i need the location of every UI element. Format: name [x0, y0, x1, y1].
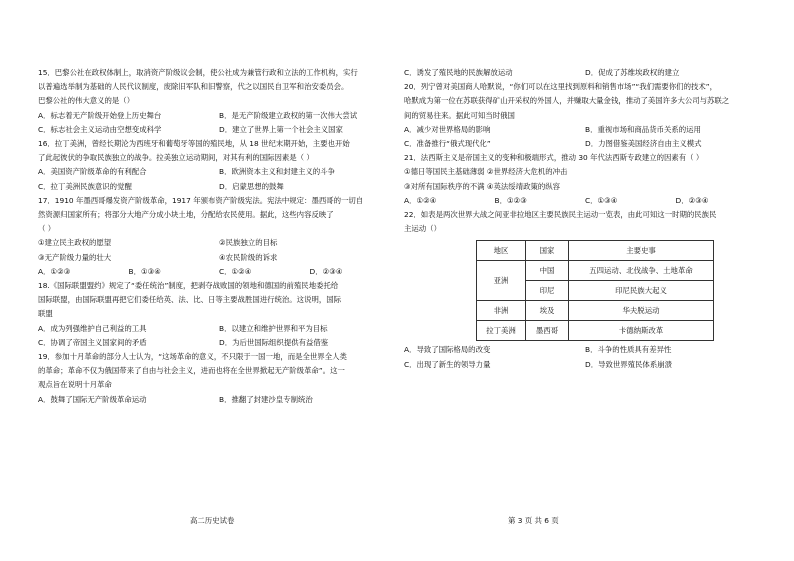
- q21-option-b: B．①②③: [494, 195, 527, 205]
- q16-option-b: B．欧洲资本主义和封建主义的斗争: [219, 167, 335, 177]
- table-cell-event: 卡德纳斯改革: [569, 321, 714, 341]
- q21-option-c: C．①③④: [585, 195, 618, 205]
- q18-option-a: A．成为列强维护自己利益的工具: [38, 323, 147, 333]
- q15-option-d: D．建立了世界上第一个社会主义国家: [219, 124, 343, 134]
- table-header-region: 地区: [477, 241, 526, 261]
- table-cell-country: 中国: [526, 261, 569, 281]
- left-column: [38, 66, 400, 407]
- q20-options-row-2: [404, 137, 766, 151]
- q18-option-b: B．以建立和维护世界和平为目标: [219, 323, 328, 333]
- q22-stem-line-1: 22．如表是两次世界大战之间亚非拉地区主要民族民主运动一览表，由此可知这一时期的民族民: [404, 210, 717, 220]
- q20-option-d: D．力图借鉴美国经济自由主义模式: [585, 139, 702, 149]
- q17-option-d: D．②③④: [309, 266, 343, 276]
- q17-stem-line-2: 然资源归国家所有；将部分大地产分成小块土地，分配给农民使用。据此，这些内容反映了: [38, 210, 334, 220]
- q22-options-row-1: [404, 343, 766, 357]
- footer-page-number: 第 3 页 共 6 页: [508, 516, 559, 525]
- q19-option-b: B．推翻了封建沙皇专制统治: [219, 394, 313, 404]
- q19-options-row-1: [38, 393, 400, 407]
- q17-choice-1: ①建立民主政权的愿望: [38, 238, 112, 248]
- q19-option-d: D．促成了苏维埃政权的建立: [585, 68, 680, 77]
- q22-stem-line-2: 主运动（）: [404, 224, 441, 234]
- q22-option-b: B．斗争的性质具有差异性: [585, 345, 672, 355]
- q19-stem-line-1: 19．参加十月革命的部分人士认为，“这场革命的意义，不只限于一国一地，而是全世界全人类: [38, 352, 347, 362]
- movements-table: [476, 240, 714, 341]
- q17-choice-3: ③无产阶级力量的壮大: [38, 252, 112, 262]
- q16-options-row-2: [38, 180, 400, 194]
- table-row: [477, 301, 714, 321]
- q16-stem-line-1: 16．拉丁美洲，曾经长期沦为西班牙和葡萄牙等国的殖民地，从 18 世纪末期开始，主要也开始: [38, 139, 350, 149]
- q17-choices-row-2: [38, 251, 400, 265]
- table-cell-event: 华夫脱运动: [569, 301, 714, 321]
- q21-stem-line-1: 21．法西斯主义是帝国主义的变种和极端形式，推动 30 年代法西斯专政建立的因素有（ ）: [404, 153, 704, 163]
- q17-option-c: C．①②④: [219, 266, 252, 276]
- q18-options-row-2: [38, 336, 400, 350]
- q18-option-c: C．协调了帝国主义国家间的矛盾: [38, 337, 147, 347]
- q17-option-b: B．①③④: [128, 266, 161, 276]
- q15-option-a: A．标志着无产阶级开始登上历史舞台: [38, 110, 162, 120]
- q20-option-a: A．减少对世界格局的影响: [404, 124, 491, 134]
- q20-option-c: C．准备推行“俄式现代化”: [404, 139, 491, 149]
- footer-exam-title: 高二历史试卷: [190, 516, 235, 525]
- table-header-row: [477, 241, 714, 261]
- q16-options-row-1: [38, 165, 400, 179]
- table-header-country: 国家: [526, 241, 569, 261]
- q16-stem-line-2: 了此起彼伏的争取民族独立的战争。拉美独立运动期间，对其有利的国际因素是（ ）: [38, 153, 314, 163]
- q21-option-d: D．②③④: [675, 195, 709, 205]
- q19-option-a: A．鼓舞了国际无产阶级革命运动: [38, 394, 147, 404]
- q22-options-row-2: [404, 358, 766, 372]
- q19-option-c: C．诱发了殖民地的民族解放运动: [404, 68, 513, 77]
- q17-option-a: A．①②③: [38, 266, 71, 276]
- q20-option-b: B．重视市场和商品货币关系的运用: [585, 124, 701, 134]
- q20-options-row-1: [404, 123, 766, 137]
- q21-answers-row: [404, 194, 766, 208]
- q19-stem-line-3: 观点旨在说明十月革命: [38, 380, 112, 390]
- table-cell-region-africa: 非洲: [477, 301, 526, 321]
- q19-stem-line-2: 的革命；革命不仅为俄国带来了自由与社会主义，进而也将在全世界掀起无产阶级革命”。这一: [38, 366, 345, 376]
- q16-option-c: C．拉丁美洲民族意识的觉醒: [38, 181, 132, 191]
- table-cell-event: 印尼民族大起义: [569, 281, 714, 301]
- q20-stem-line-3: 间的贸易往来。据此可知当时俄国: [404, 110, 515, 120]
- q15-option-c: C．标志社会主义运动由空想变成科学: [38, 124, 162, 134]
- table-cell-country: 墨西哥: [526, 321, 569, 341]
- q18-stem-line-1: 18.《国际联盟盟约》规定了“委任统治”制度，把剥夺战败国的领地和德国的前殖民地委托给: [38, 281, 339, 291]
- q21-choices-line-1: ①德日等国民主基础薄弱 ②世界经济大危机的冲击: [404, 167, 568, 177]
- q17-choice-4: ④农民阶级的诉求: [219, 252, 278, 262]
- q17-answers-row: [38, 265, 400, 279]
- table-cell-country: 埃及: [526, 301, 569, 321]
- table-cell-event: 五四运动、北伐战争、土地革命: [569, 261, 714, 281]
- q15-option-b: B．是无产阶级建立政权的第一次伟大尝试: [219, 110, 358, 120]
- q17-stem-line-1: 17．1910 年墨西哥爆发资产阶级革命，1917 年颁布资产阶级宪法。宪法中规定：墨西哥的一切自: [38, 195, 364, 205]
- table-row: [477, 321, 714, 341]
- right-column: [404, 66, 766, 372]
- q15-options-row-2: [38, 123, 400, 137]
- q17-choice-2: ②民族独立的目标: [219, 238, 278, 248]
- q20-stem-line-2: 哈默成为第一位在苏联获得矿山开采权的外国人，并赚取大量金钱，推动了美国许多大公司与苏联之: [404, 96, 730, 106]
- q15-stem-line-2: 以普遍选举制为基础的人民代议制度，废除旧军队和旧警察，代之以国民自卫军和治安委员会。: [38, 82, 349, 92]
- q15-stem-line-1: 15．巴黎公社在政权体制上，取消资产阶级议会制，使公社成为兼管行政和立法的工作机构，实行: [38, 68, 358, 77]
- q16-option-a: A．美国资产阶级革命的有利配合: [38, 167, 147, 177]
- q20-stem-line-1: 20．列宁曾对美国商人哈默说，“你们可以在这里找到原料和销售市场”“我们需要你们的技术”，: [404, 82, 717, 92]
- q22-option-a: A．导致了国际格局的改变: [404, 345, 491, 355]
- q17-stem-line-3: （ ）: [38, 224, 56, 234]
- q18-stem-line-3: 联盟: [38, 309, 53, 319]
- table-cell-country: 印尼: [526, 281, 569, 301]
- q15-options-row-1: [38, 109, 400, 123]
- q18-stem-line-2: 国际联盟，由国际联盟再把它们委任给英、法、比、日等主要战胜国进行统治。这说明，国际: [38, 295, 342, 305]
- table-cell-region-asia: 亚洲: [477, 261, 526, 301]
- q21-choices-line-2: ③对所有国际秩序的不满 ④英法绥靖政策的纵容: [404, 181, 561, 191]
- q18-option-d: D．为后世国际组织提供有益借鉴: [219, 337, 329, 347]
- q15-stem-line-3: 巴黎公社的伟大意义的是（）: [38, 96, 135, 106]
- q22-option-c: C．出现了新生的领导力量: [404, 359, 491, 369]
- table-cell-region-latin-america: 拉丁美洲: [477, 321, 526, 341]
- table-row: [477, 261, 714, 281]
- q18-options-row-1: [38, 322, 400, 336]
- q22-option-d: D．导致世界殖民体系崩溃: [585, 359, 672, 369]
- q17-choices-row-1: [38, 236, 400, 250]
- q21-option-a: A．①②④: [404, 195, 437, 205]
- q16-option-d: D．启蒙思想的鼓舞: [219, 181, 284, 191]
- q19-options-row-2: [404, 66, 766, 80]
- table-header-events: 主要史事: [569, 241, 714, 261]
